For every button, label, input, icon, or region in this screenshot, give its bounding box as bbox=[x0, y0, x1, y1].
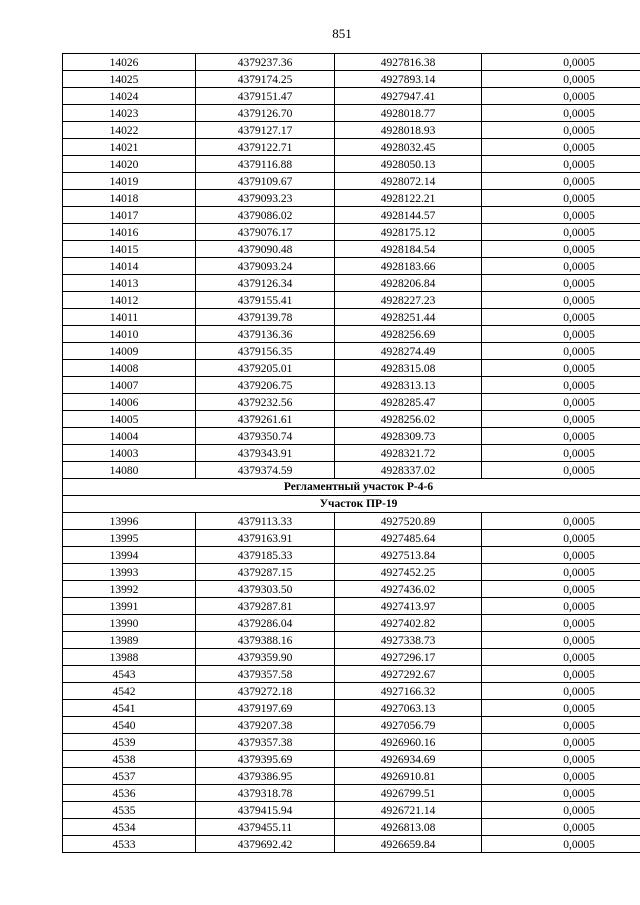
y-coordinate-cell: 4928227.23 bbox=[335, 292, 482, 309]
x-coordinate-cell: 4379155.41 bbox=[196, 292, 335, 309]
point-number-cell: 13995 bbox=[63, 530, 196, 547]
x-coordinate-cell: 4379090.48 bbox=[196, 241, 335, 258]
table-row bbox=[63, 241, 640, 258]
table-row bbox=[63, 564, 640, 581]
point-number-cell: 14006 bbox=[63, 394, 196, 411]
table-body-top bbox=[63, 54, 640, 479]
accuracy-cell: 0,0005 bbox=[482, 445, 640, 462]
accuracy-cell: 0,0005 bbox=[482, 377, 640, 394]
accuracy-cell: 0,0005 bbox=[482, 683, 640, 700]
x-coordinate-cell: 4379261.61 bbox=[196, 411, 335, 428]
accuracy-cell: 0,0005 bbox=[482, 241, 640, 258]
y-coordinate-cell: 4927413.97 bbox=[335, 598, 482, 615]
accuracy-cell: 0,0005 bbox=[482, 615, 640, 632]
y-coordinate-cell: 4928337.02 bbox=[335, 462, 482, 479]
point-number-cell: 14009 bbox=[63, 343, 196, 360]
y-coordinate-cell: 4927063.13 bbox=[335, 700, 482, 717]
table-row bbox=[63, 802, 640, 819]
y-coordinate-cell: 4928256.02 bbox=[335, 411, 482, 428]
section-title: Регламентный участок Р-4-6 bbox=[63, 479, 640, 496]
accuracy-cell: 0,0005 bbox=[482, 224, 640, 241]
y-coordinate-cell: 4928050.13 bbox=[335, 156, 482, 173]
x-coordinate-cell: 4379151.47 bbox=[196, 88, 335, 105]
accuracy-cell: 0,0005 bbox=[482, 190, 640, 207]
x-coordinate-cell: 4379287.15 bbox=[196, 564, 335, 581]
table-row bbox=[63, 751, 640, 768]
x-coordinate-cell: 4379156.35 bbox=[196, 343, 335, 360]
accuracy-cell: 0,0005 bbox=[482, 292, 640, 309]
x-coordinate-cell: 4379272.18 bbox=[196, 683, 335, 700]
table-row bbox=[63, 258, 640, 275]
point-number-cell: 14008 bbox=[63, 360, 196, 377]
accuracy-cell: 0,0005 bbox=[482, 785, 640, 802]
point-number-cell: 14020 bbox=[63, 156, 196, 173]
x-coordinate-cell: 4379139.78 bbox=[196, 309, 335, 326]
point-number-cell: 14024 bbox=[63, 88, 196, 105]
x-coordinate-cell: 4379318.78 bbox=[196, 785, 335, 802]
table-row bbox=[63, 819, 640, 836]
accuracy-cell: 0,0005 bbox=[482, 564, 640, 581]
x-coordinate-cell: 4379122.71 bbox=[196, 139, 335, 156]
x-coordinate-cell: 4379343.91 bbox=[196, 445, 335, 462]
x-coordinate-cell: 4379692.42 bbox=[196, 836, 335, 853]
x-coordinate-cell: 4379197.69 bbox=[196, 700, 335, 717]
point-number-cell: 14016 bbox=[63, 224, 196, 241]
table-row bbox=[63, 445, 640, 462]
point-number-cell: 4536 bbox=[63, 785, 196, 802]
x-coordinate-cell: 4379205.01 bbox=[196, 360, 335, 377]
point-number-cell: 14005 bbox=[63, 411, 196, 428]
point-number-cell: 13994 bbox=[63, 547, 196, 564]
y-coordinate-cell: 4927166.32 bbox=[335, 683, 482, 700]
point-number-cell: 14021 bbox=[63, 139, 196, 156]
table-row bbox=[63, 836, 640, 853]
y-coordinate-cell: 4926799.51 bbox=[335, 785, 482, 802]
y-coordinate-cell: 4928274.49 bbox=[335, 343, 482, 360]
point-number-cell: 13990 bbox=[63, 615, 196, 632]
point-number-cell: 4540 bbox=[63, 717, 196, 734]
y-coordinate-cell: 4928285.47 bbox=[335, 394, 482, 411]
table-row bbox=[63, 428, 640, 445]
subsection-title: Участок ПР-19 bbox=[63, 496, 640, 513]
accuracy-cell: 0,0005 bbox=[482, 258, 640, 275]
y-coordinate-cell: 4927485.64 bbox=[335, 530, 482, 547]
y-coordinate-cell: 4928309.73 bbox=[335, 428, 482, 445]
table-row bbox=[63, 785, 640, 802]
accuracy-cell: 0,0005 bbox=[482, 428, 640, 445]
x-coordinate-cell: 4379127.17 bbox=[196, 122, 335, 139]
accuracy-cell: 0,0005 bbox=[482, 54, 640, 71]
y-coordinate-cell: 4928321.72 bbox=[335, 445, 482, 462]
y-coordinate-cell: 4926721.14 bbox=[335, 802, 482, 819]
accuracy-cell: 0,0005 bbox=[482, 105, 640, 122]
accuracy-cell: 0,0005 bbox=[482, 632, 640, 649]
accuracy-cell: 0,0005 bbox=[482, 598, 640, 615]
x-coordinate-cell: 4379388.16 bbox=[196, 632, 335, 649]
accuracy-cell: 0,0005 bbox=[482, 71, 640, 88]
point-number-cell: 13991 bbox=[63, 598, 196, 615]
accuracy-cell: 0,0005 bbox=[482, 530, 640, 547]
table-row bbox=[63, 462, 640, 479]
y-coordinate-cell: 4928018.77 bbox=[335, 105, 482, 122]
table-row bbox=[63, 717, 640, 734]
table-row bbox=[63, 139, 640, 156]
point-number-cell: 4539 bbox=[63, 734, 196, 751]
accuracy-cell: 0,0005 bbox=[482, 207, 640, 224]
y-coordinate-cell: 4928184.54 bbox=[335, 241, 482, 258]
x-coordinate-cell: 4379126.70 bbox=[196, 105, 335, 122]
page-number: 851 bbox=[332, 26, 352, 41]
table-row bbox=[63, 530, 640, 547]
accuracy-cell: 0,0005 bbox=[482, 139, 640, 156]
point-number-cell: 4541 bbox=[63, 700, 196, 717]
y-coordinate-cell: 4928144.57 bbox=[335, 207, 482, 224]
x-coordinate-cell: 4379287.81 bbox=[196, 598, 335, 615]
x-coordinate-cell: 4379232.56 bbox=[196, 394, 335, 411]
accuracy-cell: 0,0005 bbox=[482, 309, 640, 326]
table-row bbox=[63, 411, 640, 428]
point-number-cell: 13993 bbox=[63, 564, 196, 581]
x-coordinate-cell: 4379357.38 bbox=[196, 734, 335, 751]
accuracy-cell: 0,0005 bbox=[482, 717, 640, 734]
x-coordinate-cell: 4379174.25 bbox=[196, 71, 335, 88]
point-number-cell: 13989 bbox=[63, 632, 196, 649]
table-row bbox=[63, 768, 640, 785]
point-number-cell: 14012 bbox=[63, 292, 196, 309]
y-coordinate-cell: 4928315.08 bbox=[335, 360, 482, 377]
accuracy-cell: 0,0005 bbox=[482, 275, 640, 292]
point-number-cell: 14013 bbox=[63, 275, 196, 292]
table-row bbox=[63, 700, 640, 717]
x-coordinate-cell: 4379206.75 bbox=[196, 377, 335, 394]
x-coordinate-cell: 4379116.88 bbox=[196, 156, 335, 173]
table-row bbox=[63, 54, 640, 71]
accuracy-cell: 0,0005 bbox=[482, 173, 640, 190]
table-row bbox=[63, 581, 640, 598]
accuracy-cell: 0,0005 bbox=[482, 700, 640, 717]
table-row bbox=[63, 190, 640, 207]
y-coordinate-cell: 4928122.21 bbox=[335, 190, 482, 207]
point-number-cell: 14003 bbox=[63, 445, 196, 462]
y-coordinate-cell: 4927513.84 bbox=[335, 547, 482, 564]
table-row bbox=[63, 88, 640, 105]
point-number-cell: 14025 bbox=[63, 71, 196, 88]
accuracy-cell: 0,0005 bbox=[482, 666, 640, 683]
accuracy-cell: 0,0005 bbox=[482, 462, 640, 479]
section-header-block bbox=[63, 479, 640, 513]
y-coordinate-cell: 4928256.69 bbox=[335, 326, 482, 343]
x-coordinate-cell: 4379237.36 bbox=[196, 54, 335, 71]
y-coordinate-cell: 4926813.08 bbox=[335, 819, 482, 836]
y-coordinate-cell: 4927947.41 bbox=[335, 88, 482, 105]
table-row bbox=[63, 598, 640, 615]
table-row bbox=[63, 122, 640, 139]
point-number-cell: 13988 bbox=[63, 649, 196, 666]
table-row bbox=[63, 683, 640, 700]
point-number-cell: 14080 bbox=[63, 462, 196, 479]
x-coordinate-cell: 4379350.74 bbox=[196, 428, 335, 445]
y-coordinate-cell: 4928251.44 bbox=[335, 309, 482, 326]
accuracy-cell: 0,0005 bbox=[482, 513, 640, 530]
y-coordinate-cell: 4927893.14 bbox=[335, 71, 482, 88]
table-row bbox=[63, 207, 640, 224]
y-coordinate-cell: 4927816.38 bbox=[335, 54, 482, 71]
accuracy-cell: 0,0005 bbox=[482, 343, 640, 360]
x-coordinate-cell: 4379386.95 bbox=[196, 768, 335, 785]
y-coordinate-cell: 4928183.66 bbox=[335, 258, 482, 275]
accuracy-cell: 0,0005 bbox=[482, 802, 640, 819]
x-coordinate-cell: 4379455.11 bbox=[196, 819, 335, 836]
y-coordinate-cell: 4928206.84 bbox=[335, 275, 482, 292]
table-row bbox=[63, 649, 640, 666]
point-number-cell: 4535 bbox=[63, 802, 196, 819]
y-coordinate-cell: 4927296.17 bbox=[335, 649, 482, 666]
accuracy-cell: 0,0005 bbox=[482, 88, 640, 105]
y-coordinate-cell: 4928018.93 bbox=[335, 122, 482, 139]
accuracy-cell: 0,0005 bbox=[482, 360, 640, 377]
x-coordinate-cell: 4379303.50 bbox=[196, 581, 335, 598]
point-number-cell: 14023 bbox=[63, 105, 196, 122]
table-row bbox=[63, 377, 640, 394]
accuracy-cell: 0,0005 bbox=[482, 768, 640, 785]
accuracy-cell: 0,0005 bbox=[482, 649, 640, 666]
y-coordinate-cell: 4927452.25 bbox=[335, 564, 482, 581]
coordinates-table bbox=[62, 53, 640, 853]
accuracy-cell: 0,0005 bbox=[482, 411, 640, 428]
y-coordinate-cell: 4927338.73 bbox=[335, 632, 482, 649]
accuracy-cell: 0,0005 bbox=[482, 734, 640, 751]
table-row bbox=[63, 547, 640, 564]
y-coordinate-cell: 4927402.82 bbox=[335, 615, 482, 632]
y-coordinate-cell: 4928032.45 bbox=[335, 139, 482, 156]
y-coordinate-cell: 4926910.81 bbox=[335, 768, 482, 785]
accuracy-cell: 0,0005 bbox=[482, 581, 640, 598]
accuracy-cell: 0,0005 bbox=[482, 836, 640, 853]
table-row bbox=[63, 224, 640, 241]
x-coordinate-cell: 4379374.59 bbox=[196, 462, 335, 479]
x-coordinate-cell: 4379126.34 bbox=[196, 275, 335, 292]
y-coordinate-cell: 4926960.16 bbox=[335, 734, 482, 751]
y-coordinate-cell: 4927520.89 bbox=[335, 513, 482, 530]
x-coordinate-cell: 4379113.33 bbox=[196, 513, 335, 530]
point-number-cell: 14017 bbox=[63, 207, 196, 224]
x-coordinate-cell: 4379415.94 bbox=[196, 802, 335, 819]
point-number-cell: 13992 bbox=[63, 581, 196, 598]
accuracy-cell: 0,0005 bbox=[482, 326, 640, 343]
point-number-cell: 14014 bbox=[63, 258, 196, 275]
section-title-row bbox=[63, 479, 640, 496]
table-row bbox=[63, 360, 640, 377]
table-row bbox=[63, 326, 640, 343]
x-coordinate-cell: 4379185.33 bbox=[196, 547, 335, 564]
accuracy-cell: 0,0005 bbox=[482, 819, 640, 836]
accuracy-cell: 0,0005 bbox=[482, 547, 640, 564]
point-number-cell: 4533 bbox=[63, 836, 196, 853]
x-coordinate-cell: 4379086.02 bbox=[196, 207, 335, 224]
table-body-bottom bbox=[63, 513, 640, 853]
table-row bbox=[63, 394, 640, 411]
table-row bbox=[63, 615, 640, 632]
y-coordinate-cell: 4928313.13 bbox=[335, 377, 482, 394]
x-coordinate-cell: 4379076.17 bbox=[196, 224, 335, 241]
table-row bbox=[63, 343, 640, 360]
x-coordinate-cell: 4379093.24 bbox=[196, 258, 335, 275]
x-coordinate-cell: 4379359.90 bbox=[196, 649, 335, 666]
y-coordinate-cell: 4927056.79 bbox=[335, 717, 482, 734]
point-number-cell: 4537 bbox=[63, 768, 196, 785]
y-coordinate-cell: 4928072.14 bbox=[335, 173, 482, 190]
table-row bbox=[63, 632, 640, 649]
accuracy-cell: 0,0005 bbox=[482, 394, 640, 411]
table-row bbox=[63, 71, 640, 88]
table-row bbox=[63, 105, 640, 122]
y-coordinate-cell: 4927292.67 bbox=[335, 666, 482, 683]
point-number-cell: 14026 bbox=[63, 54, 196, 71]
point-number-cell: 14010 bbox=[63, 326, 196, 343]
y-coordinate-cell: 4928175.12 bbox=[335, 224, 482, 241]
point-number-cell: 14022 bbox=[63, 122, 196, 139]
x-coordinate-cell: 4379109.67 bbox=[196, 173, 335, 190]
table-row bbox=[63, 309, 640, 326]
point-number-cell: 14007 bbox=[63, 377, 196, 394]
x-coordinate-cell: 4379286.04 bbox=[196, 615, 335, 632]
y-coordinate-cell: 4926659.84 bbox=[335, 836, 482, 853]
table-row bbox=[63, 275, 640, 292]
x-coordinate-cell: 4379163.91 bbox=[196, 530, 335, 547]
table-row bbox=[63, 734, 640, 751]
x-coordinate-cell: 4379395.69 bbox=[196, 751, 335, 768]
point-number-cell: 4543 bbox=[63, 666, 196, 683]
y-coordinate-cell: 4927436.02 bbox=[335, 581, 482, 598]
accuracy-cell: 0,0005 bbox=[482, 122, 640, 139]
table-row bbox=[63, 156, 640, 173]
table-row bbox=[63, 513, 640, 530]
x-coordinate-cell: 4379357.58 bbox=[196, 666, 335, 683]
point-number-cell: 14019 bbox=[63, 173, 196, 190]
point-number-cell: 4542 bbox=[63, 683, 196, 700]
table-row bbox=[63, 292, 640, 309]
x-coordinate-cell: 4379093.23 bbox=[196, 190, 335, 207]
point-number-cell: 14004 bbox=[63, 428, 196, 445]
x-coordinate-cell: 4379136.36 bbox=[196, 326, 335, 343]
point-number-cell: 4538 bbox=[63, 751, 196, 768]
point-number-cell: 14018 bbox=[63, 190, 196, 207]
point-number-cell: 4534 bbox=[63, 819, 196, 836]
subsection-title-row bbox=[63, 496, 640, 513]
y-coordinate-cell: 4926934.69 bbox=[335, 751, 482, 768]
point-number-cell: 13996 bbox=[63, 513, 196, 530]
x-coordinate-cell: 4379207.38 bbox=[196, 717, 335, 734]
point-number-cell: 14015 bbox=[63, 241, 196, 258]
table-row bbox=[63, 666, 640, 683]
accuracy-cell: 0,0005 bbox=[482, 751, 640, 768]
table-row bbox=[63, 173, 640, 190]
point-number-cell: 14011 bbox=[63, 309, 196, 326]
accuracy-cell: 0,0005 bbox=[482, 156, 640, 173]
